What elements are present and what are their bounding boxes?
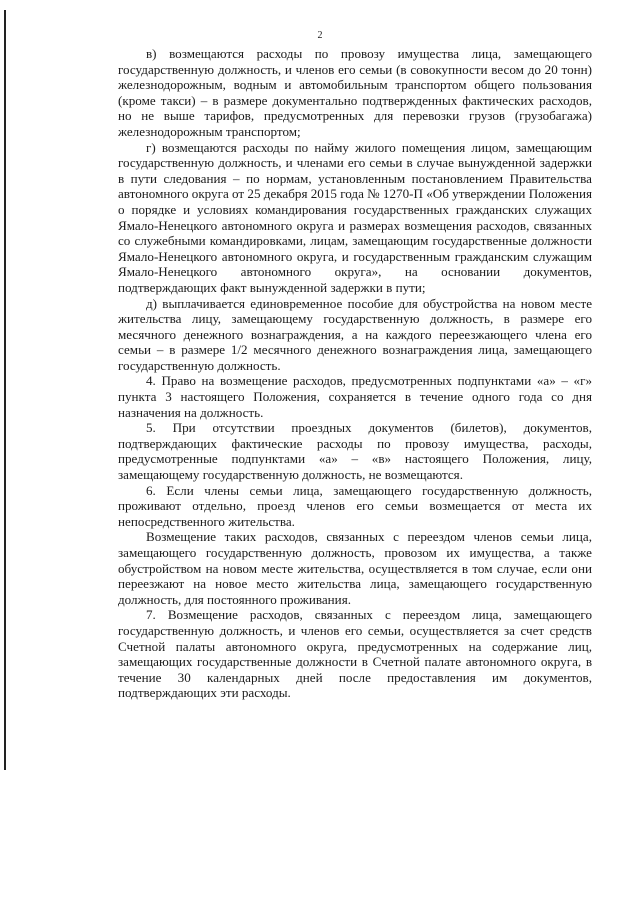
- paragraph-6: 6. Если члены семьи лица, замещающего государственную должность, проживают отдельно, проезд членов его семьи возмещается от места их непосредственного жительства.: [118, 482, 592, 529]
- paragraph-6-continuation: Возмещение таких расходов, связанных с переездом членов семьи лица, замещающего государственную должность, провозом их имущества, а также обустройством на новом месте жительства, осуществляется в том случае, если они переезжают на новое место жительства лица, замещающего государственную должность, для постоянного проживания.: [118, 529, 592, 607]
- paragraph-7: 7. Возмещение расходов, связанных с переездом лица, замещающего государственную должность, и членов его семьи, осуществляется за счет средств Счетной палаты автономного округа, предусмотренных на содержание лиц, замещающих государственные должности в Счетной палате автономного округа, в течение 30 календарных дней после предоставления им документов, подтверждающих эти расходы.: [118, 607, 592, 701]
- paragraph-3d: д) выплачивается единовременное пособие для обустройства на новом месте жительства лицу, замещающему государственную должность, в размере его месячного денежного вознаграждения, а на каждого переезжающего члена его семьи – в размере 1/2 месячного денежного вознаграждения лица, замещающего государственную должность.: [118, 295, 592, 373]
- scan-edge-line: [4, 10, 6, 770]
- paragraph-3g: г) возмещаются расходы по найму жилого помещения лицом, замещающим государственную должность, и членами его семьи в случае вынужденной задержки в пути следования – по нормам, установленным постановлением Правительства автономного округа от 25 декабря 2015 года № 1270-П «Об утверждении Положения о порядке и условиях командирования государственных гражданских служащих Ямало-Ненецкого автономного округа и размерах возмещения расходов, связанных со служебными командировками, лицам, замещающим государственные должности Ямало-Ненецкого автономного округа, и государственным гражданским служащим Ямало-Ненецкого автономного округа», на основании документов, подтверждающих факт вынужденной задержки в пути;: [118, 139, 593, 295]
- paragraph-3v: в) возмещаются расходы по провозу имущества лица, замещающего государственную должность, и членов его семьи (в совокупности весом до 20 тонн) железнодорожным, водным и автомобильным транспортом общего пользования (кроме такси) – в размере документально подтвержденных фактических расходов, но не выше тарифов, предусмотренных для перевозки грузов (грузобагажа) железнодорожным транспортом;: [118, 46, 592, 139]
- page-number: 2: [317, 30, 323, 41]
- paragraph-4: 4. Право на возмещение расходов, предусмотренных подпунктами «а» – «г» пункта 3 настоящего Положения, сохраняется в течение одного года со дня назначения на должность.: [118, 373, 592, 420]
- paragraph-5: 5. При отсутствии проездных документов (билетов), документов, подтверждающих фактические расходы по провозу имущества, расходы, предусмотренные подпунктами «а» – «в» настоящего Положения, лицу, замещающему государственную должность, не возмещаются.: [118, 420, 592, 483]
- document-body: [118, 46, 592, 701]
